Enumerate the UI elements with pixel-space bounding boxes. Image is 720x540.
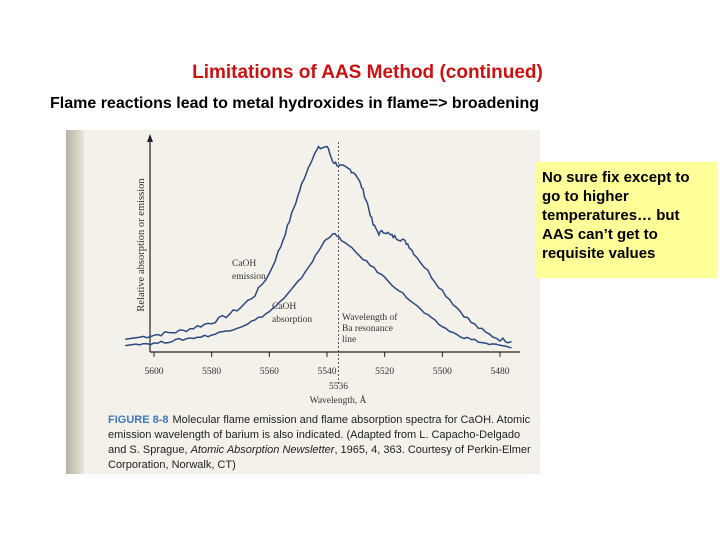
x-axis-label: Wavelength, Å <box>309 396 367 406</box>
x-tick-label-5580: 5580 <box>202 367 222 377</box>
x-tick-label-5520: 5520 <box>375 367 395 377</box>
annotation-ba-resonance-line: Wavelength of Ba resonance line <box>342 313 398 345</box>
marker-tick-label: 5536 <box>329 382 349 392</box>
slide-subtitle: Flame reactions lead to metal hydroxides in flame=> broadening <box>50 95 540 112</box>
x-tick-label-5600: 5600 <box>144 367 164 377</box>
y-axis-arrow <box>147 134 153 142</box>
series-caoh-emission <box>125 147 511 343</box>
x-tick-label-5500: 5500 <box>432 367 452 377</box>
x-tick-label-5560: 5560 <box>259 367 279 377</box>
caption-text-1: Molecular flame emission and flame absorption spectra for CaOH. Atomic emission wavelength of barium is also indicated. (Adapted from L. Capacho-Delgado and S. Sprague, <box>108 414 531 456</box>
figure-label: FIGURE 8-8 <box>108 414 169 426</box>
x-tick-label-5540: 5540 <box>317 367 337 377</box>
y-axis-label: Relative absorption or emission <box>136 178 147 312</box>
annotation-caoh-absorption: CaOH absorption <box>272 302 313 325</box>
callout-note: No sure fix except to go to higher temperatures… but AAS can’t get to requisite values <box>536 162 718 278</box>
figure-caption <box>108 413 538 473</box>
caption-text-2: , 1965, 4, 363. Courtesy of Perkin-Elmer Corporation, Norwalk, CT) <box>108 444 531 471</box>
x-tick-label-5480: 5480 <box>490 367 510 377</box>
caption-journal: Atomic Absorption Newsletter <box>190 444 335 456</box>
annotation-caoh-emission: CaOH emission <box>232 259 266 282</box>
slide-title: Limitations of AAS Method (continued) <box>192 62 543 83</box>
